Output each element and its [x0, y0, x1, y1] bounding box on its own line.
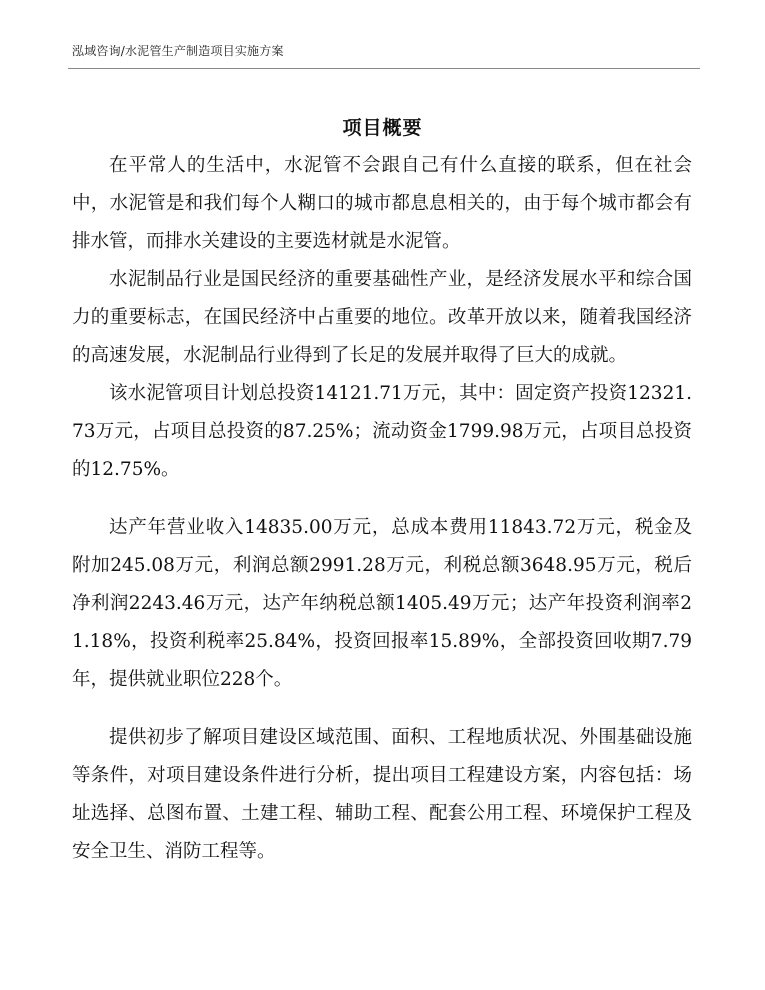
paragraph-industry: 水泥制品行业是国民经济的重要基础性产业，是经济发展水平和综合国力的重要标志，在国民经济中占重要的地位。改革开放以来，随着我国经济的高速发展，水泥制品行业得到了长足的发展并取得了巨大的成就。	[72, 269, 692, 366]
paragraph-gap	[72, 699, 692, 719]
paragraph-investment: 该水泥管项目计划总投资14121.71万元，其中：固定资产投资12321.73万元，占项目总投资的87.25%；流动资金1799.98万元，占项目总投资的12.75%。	[72, 383, 692, 480]
body-text	[72, 147, 692, 871]
paragraph-gap	[72, 489, 692, 509]
header-divider	[68, 68, 700, 69]
section-title: 项目概要	[342, 117, 423, 139]
paragraph-intro: 在平常人的生活中，水泥管不会跟自己有什么直接的联系，但在社会中，水泥管是和我们每个人糊口的城市都息息相关的，由于每个城市都会有排水管，而排水关建设的主要选材就是水泥管。	[72, 155, 692, 252]
paragraph-construction: 提供初步了解项目建设区域范围、面积、工程地质状况、外围基础设施等条件，对项目建设条件进行分析，提出项目工程建设方案，内容包括：场址选择、总图布置、土建工程、辅助工程、配套公用工程、环境保护工程及安全卫生、消防工程等。	[72, 727, 692, 862]
paragraph-financials: 达产年营业收入14835.00万元，总成本费用11843.72万元，税金及附加245.08万元，利润总额2991.28万元，利税总额3648.95万元，税后净利润2243.46万元，达产年纳税总额1405.49万元；达产年投资利润率21.18%，投资利税率25.84%，投资回报率15.89%，全部投资回收期7.79年，提供就业职位228个。	[72, 517, 692, 690]
running-header: 泓域咨询/水泥管生产制造项目实施方案	[72, 44, 284, 58]
